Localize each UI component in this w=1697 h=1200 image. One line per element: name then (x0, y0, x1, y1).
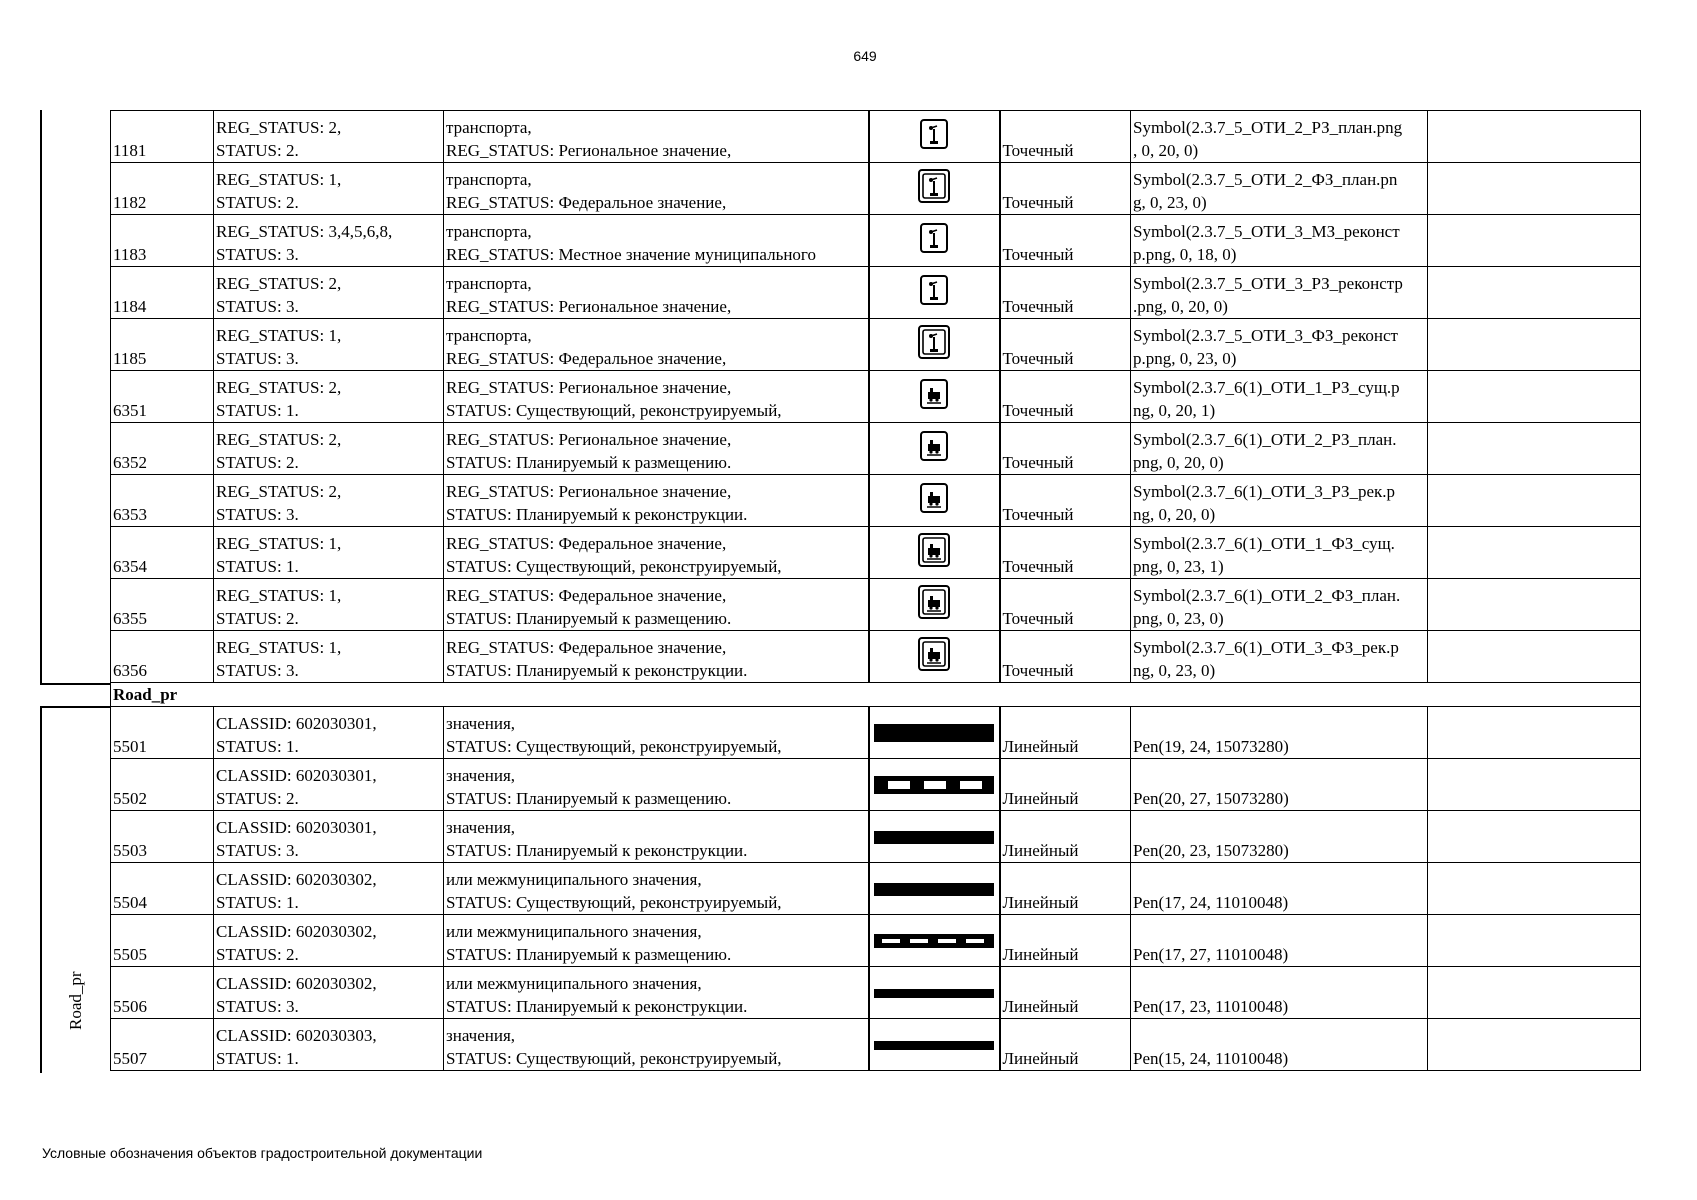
style-cell: Pen(17, 24, 11010048) (1131, 863, 1428, 915)
style-line-2: ng, 0, 20, 1) (1133, 401, 1216, 420)
symbol-cell (869, 475, 1000, 527)
style-line-2: .png, 0, 20, 0) (1133, 297, 1228, 316)
style-cell (1131, 579, 1428, 631)
style-line-1: Symbol(2.3.7_6(1)_ОТИ_1_РЗ_сущ.p (1133, 378, 1400, 397)
style-line-2: , 0, 20, 0) (1133, 141, 1199, 160)
attribute-line-1: REG_STATUS: 1, (216, 638, 342, 657)
description-line-2: REG_STATUS: Федеральное значение, (446, 349, 727, 368)
style-line-2: ng, 0, 20, 0) (1133, 505, 1216, 524)
table-row (111, 319, 1641, 371)
group-divider-bottom-start (40, 706, 110, 708)
style-line-1: Symbol(2.3.7_5_ОТИ_3_РЗ_реконстр (1133, 274, 1403, 293)
attribute-line-2: STATUS: 1. (216, 401, 299, 420)
attribute-cell (214, 915, 444, 967)
style-line-1: Symbol(2.3.7_5_ОТИ_3_МЗ_реконст (1133, 222, 1400, 241)
style-line-1: Symbol(2.3.7_6(1)_ОТИ_2_ФЗ_план. (1133, 586, 1401, 605)
attribute-line-2: STATUS: 3. (216, 661, 299, 680)
symbol-cell (869, 759, 1000, 811)
empty-cell (1428, 967, 1641, 1019)
empty-cell (1428, 215, 1641, 267)
code-cell: 5501 (111, 707, 214, 759)
table-row (111, 707, 1641, 759)
geometry-type-cell: Точечный (1000, 111, 1131, 163)
description-line-1: транспорта, (446, 222, 532, 241)
empty-cell (1428, 267, 1641, 319)
table-row (111, 163, 1641, 215)
solid-medium-line-symbol (872, 826, 997, 848)
table-row (111, 579, 1641, 631)
geometry-type-cell: Линейный (1000, 967, 1131, 1019)
description-cell (444, 319, 869, 371)
oti-rz-icon (918, 117, 950, 157)
code-cell: 6355 (111, 579, 214, 631)
style-line-2: png, 0, 20, 0) (1133, 453, 1224, 472)
code-cell: 5502 (111, 759, 214, 811)
attribute-cell (214, 527, 444, 579)
table-row (111, 371, 1641, 423)
attribute-line-2: STATUS: 3. (216, 505, 299, 524)
empty-cell (1428, 759, 1641, 811)
description-line-2: STATUS: Существующий, реконструируемый, (446, 893, 782, 912)
geometry-type-cell: Линейный (1000, 811, 1131, 863)
style-cell: Pen(19, 24, 15073280) (1131, 707, 1428, 759)
geometry-type-cell: Точечный (1000, 631, 1131, 683)
table-row (111, 267, 1641, 319)
description-cell (444, 475, 869, 527)
attribute-line-1: REG_STATUS: 2, (216, 430, 342, 449)
description-cell (444, 811, 869, 863)
attribute-line-1: CLASSID: 602030303, (216, 1026, 377, 1045)
description-line-1: REG_STATUS: Федеральное значение, (446, 534, 727, 553)
style-line-1: Symbol(2.3.7_6(1)_ОТИ_3_ФЗ_рек.p (1133, 638, 1399, 657)
oti-fz-icon (918, 169, 950, 209)
description-cell (444, 967, 869, 1019)
attribute-line-1: REG_STATUS: 3,4,5,6,8, (216, 222, 393, 241)
geometry-type-cell: Линейный (1000, 915, 1131, 967)
table-row (111, 967, 1641, 1019)
symbol-cell (869, 863, 1000, 915)
description-line-2: STATUS: Планируемый к размещению. (446, 789, 732, 808)
empty-cell (1428, 163, 1641, 215)
table-row (111, 423, 1641, 475)
code-cell: 5504 (111, 863, 214, 915)
attribute-line-2: STATUS: 3. (216, 245, 299, 264)
oti-mz-icon (918, 221, 950, 261)
symbol-cell (869, 967, 1000, 1019)
empty-cell (1428, 707, 1641, 759)
attribute-line-2: STATUS: 3. (216, 349, 299, 368)
solid-medium-line-symbol (872, 878, 997, 900)
attribute-line-2: STATUS: 1. (216, 893, 299, 912)
description-line-2: REG_STATUS: Региональное значение, (446, 297, 732, 316)
attribute-line-2: STATUS: 2. (216, 609, 299, 628)
empty-cell (1428, 423, 1641, 475)
description-cell (444, 371, 869, 423)
empty-cell (1428, 527, 1641, 579)
style-line-1: Symbol(2.3.7_6(1)_ОТИ_3_РЗ_рек.p (1133, 482, 1396, 501)
symbol-cell (869, 111, 1000, 163)
attribute-line-2: STATUS: 2. (216, 453, 299, 472)
description-cell (444, 215, 869, 267)
style-cell (1131, 423, 1428, 475)
style-cell (1131, 267, 1428, 319)
description-cell (444, 527, 869, 579)
description-line-2: REG_STATUS: Местное значение муниципального (446, 245, 816, 264)
code-cell: 5503 (111, 811, 214, 863)
attribute-cell (214, 319, 444, 371)
code-cell: 6351 (111, 371, 214, 423)
page-number: 649 (853, 48, 877, 64)
code-cell: 1185 (111, 319, 214, 371)
rail-fz-icon (918, 533, 950, 573)
geometry-type-cell: Точечный (1000, 423, 1131, 475)
geometry-type-cell: Точечный (1000, 267, 1131, 319)
symbol-cell (869, 371, 1000, 423)
description-cell (444, 915, 869, 967)
description-line-1: или межмуниципального значения, (446, 974, 702, 993)
code-cell: 5506 (111, 967, 214, 1019)
style-line-1: Symbol(2.3.7_6(1)_ОТИ_1_ФЗ_сущ. (1133, 534, 1395, 553)
symbol-cell (869, 631, 1000, 683)
table-row (111, 1019, 1641, 1071)
table-row (111, 527, 1641, 579)
group-divider-top-end (40, 683, 110, 685)
attribute-line-2: STATUS: 1. (216, 737, 299, 756)
rail-fz-icon (918, 637, 950, 677)
style-cell (1131, 371, 1428, 423)
code-cell: 5505 (111, 915, 214, 967)
geometry-type-cell: Точечный (1000, 215, 1131, 267)
style-line-1: Symbol(2.3.7_6(1)_ОТИ_2_РЗ_план. (1133, 430, 1397, 449)
geometry-type-cell: Линейный (1000, 1019, 1131, 1071)
code-cell: 1183 (111, 215, 214, 267)
style-line-2: png, 0, 23, 1) (1133, 557, 1224, 576)
description-line-2: STATUS: Существующий, реконструируемый, (446, 1049, 782, 1068)
style-line-2: р.png, 0, 18, 0) (1133, 245, 1237, 264)
description-line-2: REG_STATUS: Региональное значение, (446, 141, 732, 160)
solid-thick-line-symbol (872, 722, 997, 744)
symbol-cell (869, 915, 1000, 967)
code-cell: 6354 (111, 527, 214, 579)
attribute-cell (214, 579, 444, 631)
attribute-line-1: CLASSID: 602030301, (216, 766, 377, 785)
attribute-line-1: REG_STATUS: 2, (216, 274, 342, 293)
attribute-line-1: REG_STATUS: 2, (216, 118, 342, 137)
attribute-cell (214, 371, 444, 423)
table-row (111, 111, 1641, 163)
description-cell (444, 1019, 869, 1071)
description-cell (444, 863, 869, 915)
attribute-line-1: REG_STATUS: 1, (216, 326, 342, 345)
description-line-1: транспорта, (446, 326, 532, 345)
attribute-line-1: CLASSID: 602030301, (216, 818, 377, 837)
table-row (111, 475, 1641, 527)
rail-rz-icon (918, 429, 950, 469)
section-header-row (111, 683, 1641, 707)
group-divider-top (40, 110, 42, 684)
symbol-cell (869, 319, 1000, 371)
geometry-type-cell: Точечный (1000, 319, 1131, 371)
empty-cell (1428, 371, 1641, 423)
style-cell (1131, 475, 1428, 527)
table-row (111, 759, 1641, 811)
description-line-2: STATUS: Существующий, реконструируемый, (446, 737, 782, 756)
code-cell: 6352 (111, 423, 214, 475)
rail-rz-icon (918, 377, 950, 417)
symbol-cell (869, 163, 1000, 215)
attribute-line-2: STATUS: 2. (216, 193, 299, 212)
style-line-2: р.png, 0, 23, 0) (1133, 349, 1237, 368)
table-row (111, 215, 1641, 267)
attribute-cell (214, 215, 444, 267)
description-cell (444, 111, 869, 163)
description-line-2: STATUS: Планируемый к реконструкции. (446, 841, 748, 860)
style-cell: Pen(20, 27, 15073280) (1131, 759, 1428, 811)
group-divider-bottom (40, 707, 42, 1073)
description-line-2: REG_STATUS: Федеральное значение, (446, 193, 727, 212)
attribute-line-2: STATUS: 1. (216, 1049, 299, 1068)
description-line-1: значения, (446, 1026, 516, 1045)
empty-cell (1428, 475, 1641, 527)
attribute-line-2: STATUS: 3. (216, 297, 299, 316)
table-row (111, 631, 1641, 683)
attribute-line-1: CLASSID: 602030302, (216, 922, 377, 941)
attribute-line-1: CLASSID: 602030302, (216, 974, 377, 993)
style-cell (1131, 631, 1428, 683)
geometry-type-cell: Точечный (1000, 371, 1131, 423)
table-row (111, 915, 1641, 967)
geometry-type-cell: Линейный (1000, 863, 1131, 915)
attribute-cell (214, 267, 444, 319)
style-cell: Pen(17, 23, 11010048) (1131, 967, 1428, 1019)
symbol-cell (869, 527, 1000, 579)
style-line-2: png, 0, 23, 0) (1133, 609, 1224, 628)
attribute-line-1: REG_STATUS: 1, (216, 534, 342, 553)
geometry-type-cell: Точечный (1000, 579, 1131, 631)
attribute-cell (214, 707, 444, 759)
description-line-1: значения, (446, 818, 516, 837)
empty-cell (1428, 811, 1641, 863)
style-cell (1131, 163, 1428, 215)
solid-thin-line-symbol (872, 1034, 997, 1056)
description-line-1: REG_STATUS: Региональное значение, (446, 430, 732, 449)
description-cell (444, 631, 869, 683)
attribute-line-1: CLASSID: 602030301, (216, 714, 377, 733)
description-line-2: STATUS: Существующий, реконструируемый, (446, 401, 782, 420)
description-line-1: REG_STATUS: Федеральное значение, (446, 638, 727, 657)
oti-rz-icon (918, 273, 950, 313)
style-line-1: Symbol(2.3.7_5_ОТИ_2_ФЗ_план.pn (1133, 170, 1398, 189)
attribute-line-2: STATUS: 3. (216, 997, 299, 1016)
geometry-type-cell: Линейный (1000, 707, 1131, 759)
attribute-cell (214, 111, 444, 163)
description-cell (444, 707, 869, 759)
description-line-2: STATUS: Планируемый к размещению. (446, 945, 732, 964)
code-cell: 1182 (111, 163, 214, 215)
symbol-cell (869, 215, 1000, 267)
style-line-1: Symbol(2.3.7_5_ОТИ_2_РЗ_план.png (1133, 118, 1403, 137)
attribute-line-2: STATUS: 2. (216, 141, 299, 160)
table-row (111, 863, 1641, 915)
description-line-1: или межмуниципального значения, (446, 922, 702, 941)
code-cell: 6356 (111, 631, 214, 683)
attribute-line-2: STATUS: 1. (216, 557, 299, 576)
description-cell (444, 267, 869, 319)
style-cell: Pen(20, 23, 15073280) (1131, 811, 1428, 863)
attribute-line-1: REG_STATUS: 1, (216, 586, 342, 605)
rail-rz-icon (918, 481, 950, 521)
attribute-cell (214, 1019, 444, 1071)
style-cell (1131, 319, 1428, 371)
geometry-type-cell: Точечный (1000, 475, 1131, 527)
code-cell: 1184 (111, 267, 214, 319)
dashed-medium-line-symbol (872, 930, 997, 952)
style-cell: Pen(15, 24, 11010048) (1131, 1019, 1428, 1071)
attribute-line-2: STATUS: 2. (216, 789, 299, 808)
description-line-2: STATUS: Планируемый к реконструкции. (446, 997, 748, 1016)
empty-cell (1428, 111, 1641, 163)
style-cell (1131, 527, 1428, 579)
geometry-type-cell: Линейный (1000, 759, 1131, 811)
attribute-line-1: CLASSID: 602030302, (216, 870, 377, 889)
empty-cell (1428, 319, 1641, 371)
symbol-cell (869, 707, 1000, 759)
empty-cell (1428, 631, 1641, 683)
symbol-cell (869, 811, 1000, 863)
description-cell (444, 759, 869, 811)
description-cell (444, 423, 869, 475)
description-cell (444, 163, 869, 215)
dashed-thick-line-symbol (872, 774, 997, 796)
empty-cell (1428, 579, 1641, 631)
attribute-cell (214, 631, 444, 683)
geometry-type-cell: Точечный (1000, 527, 1131, 579)
description-line-1: значения, (446, 766, 516, 785)
attribute-cell (214, 759, 444, 811)
description-line-1: транспорта, (446, 118, 532, 137)
symbol-cell (869, 267, 1000, 319)
code-cell: 6353 (111, 475, 214, 527)
symbol-cell (869, 579, 1000, 631)
group-label: Road_pr (66, 971, 85, 1030)
style-cell (1131, 215, 1428, 267)
table-row (111, 811, 1641, 863)
oti-fz-icon (918, 325, 950, 365)
empty-cell (1428, 863, 1641, 915)
attribute-cell (214, 163, 444, 215)
style-line-2: ng, 0, 23, 0) (1133, 661, 1216, 680)
style-line-1: Symbol(2.3.7_5_ОТИ_3_ФЗ_реконст (1133, 326, 1398, 345)
attribute-cell (214, 423, 444, 475)
description-line-2: STATUS: Планируемый к размещению. (446, 453, 732, 472)
description-line-2: STATUS: Планируемый к размещению. (446, 609, 732, 628)
style-cell: Pen(17, 27, 11010048) (1131, 915, 1428, 967)
rail-fz-icon (918, 585, 950, 625)
footer-caption: Условные обозначения объектов градостроительной документации (42, 1145, 483, 1161)
description-line-2: STATUS: Планируемый к реконструкции. (446, 505, 748, 524)
description-line-1: REG_STATUS: Федеральное значение, (446, 586, 727, 605)
attribute-cell (214, 863, 444, 915)
section-header: Road_pr (111, 683, 1641, 707)
legend-table (110, 110, 1641, 1071)
attribute-cell (214, 967, 444, 1019)
description-line-1: REG_STATUS: Региональное значение, (446, 378, 732, 397)
description-line-1: транспорта, (446, 170, 532, 189)
attribute-line-2: STATUS: 2. (216, 945, 299, 964)
code-cell: 5507 (111, 1019, 214, 1071)
empty-cell (1428, 1019, 1641, 1071)
attribute-cell (214, 475, 444, 527)
description-line-2: STATUS: Планируемый к реконструкции. (446, 661, 748, 680)
description-line-1: транспорта, (446, 274, 532, 293)
attribute-line-1: REG_STATUS: 2, (216, 482, 342, 501)
attribute-cell (214, 811, 444, 863)
description-line-1: значения, (446, 714, 516, 733)
solid-thin-line-symbol (872, 982, 997, 1004)
description-line-1: REG_STATUS: Региональное значение, (446, 482, 732, 501)
attribute-line-2: STATUS: 3. (216, 841, 299, 860)
style-line-2: g, 0, 23, 0) (1133, 193, 1207, 212)
geometry-type-cell: Точечный (1000, 163, 1131, 215)
description-cell (444, 579, 869, 631)
empty-cell (1428, 915, 1641, 967)
symbol-cell (869, 423, 1000, 475)
symbol-cell (869, 1019, 1000, 1071)
attribute-line-1: REG_STATUS: 1, (216, 170, 342, 189)
description-line-1: или межмуниципального значения, (446, 870, 702, 889)
code-cell: 1181 (111, 111, 214, 163)
style-cell (1131, 111, 1428, 163)
attribute-line-1: REG_STATUS: 2, (216, 378, 342, 397)
description-line-2: STATUS: Существующий, реконструируемый, (446, 557, 782, 576)
